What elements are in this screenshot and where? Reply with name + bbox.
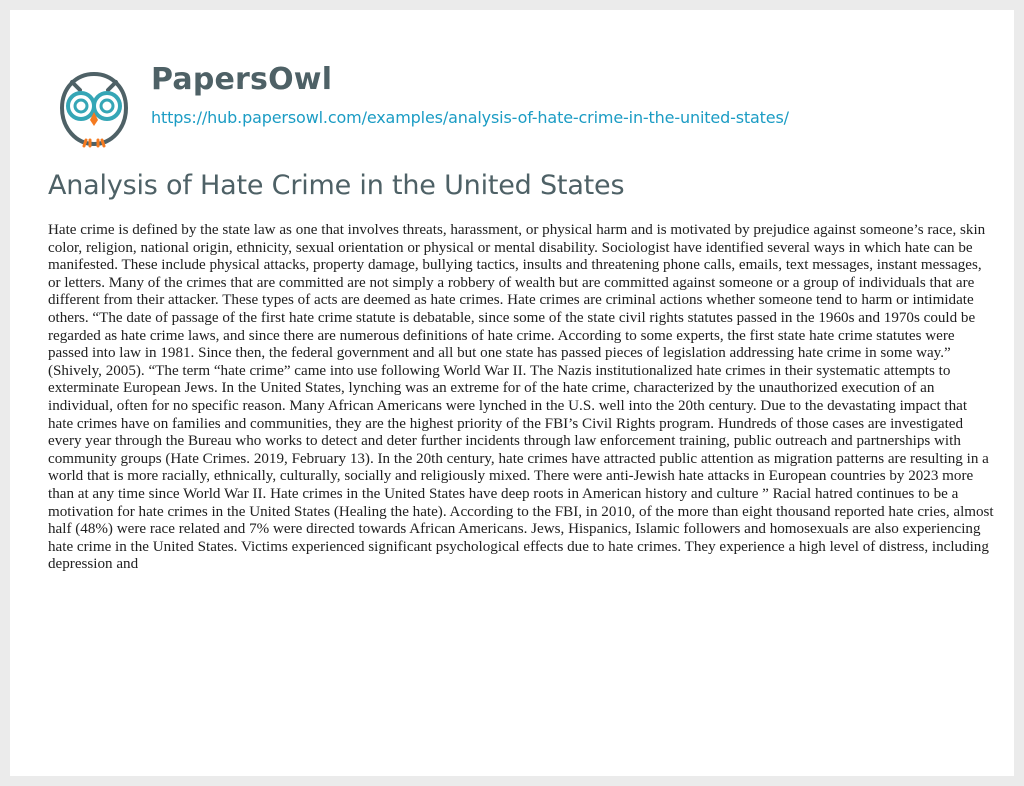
page-title: Analysis of Hate Crime in the United States: [48, 170, 625, 201]
essay-body: Hate crime is defined by the state law as one that involves threats, harassment, or physical harm and is motivated by prejudice against someone’s race, skin color, religion, national origin, ethnicity, sexual orientation or physical or mental disability. Sociologist have identified several ways in which hate can be manifested. These include physical attacks, property damage, bullying tactics, insults and threatening phone calls, emails, text messages, instant messages, or letters. Many of the crimes that are committed are not simply a robbery of wealth but are committed against someone or a group of individuals that are different from their attacker. These types of acts are deemed as hate crimes. Hate crimes are criminal actions whether someone tend to harm or intimidate others. “The date of passage of the first hate crime statute is debatable, since some of the state civil rights statutes passed in the 1960s and 1970s could be regarded as hate crime laws, and since there are numerous definitions of hate crime. According to some experts, the first state hate crime statutes were passed into law in 1981. Since then, the federal government and all but one state has passed pieces of legislation addressing hate crime in some way.” (Shively, 2005). “The term “hate crime” came into use following World War II. The Nazis institutionalized hate crimes in their systematic attempts to exterminate European Jews. In the United States, lynching was an extreme for of the hate crime, characterized by the unauthorized execution of an individual, often for no specific reason. Many African Americans were lynched in the U.S. well into the 20th century. Due to the devastating impact that hate crimes have on families and communities, they are the highest priority of the FBI’s Civil Rights program. Hundreds of those cases are investigated every year through the Bureau who works to detect and deter further incidents through law enforcement training, public outreach and partnerships with community groups (Hate Crimes. 2019, February 13). In the 20th century, hate crimes have attracted public attention as migration patterns are resulting in a world that is more racially, ethnically, culturally, socially and religiously mixed. There were anti-Jewish hate attacks in European countries by 2023 more than at any time since World War II. Hate crimes in the United States have deep roots in American history and culture ” Racial hatred continues to be a motivation for hate crimes in the United States (Healing the hate). According to the FBI, in 2010, of the more than eight thousand reported hate cries, almost half (48%) were race related and 7% were directed towards African Americans. Jews, Hispanics, Islamic followers and homosexuals are also experiencing hate crime in the United States. Victims experienced significant psychological effects due to hate crimes. They experience a high level of distress, including depression and: [48, 222, 994, 573]
owl-logo-icon: [50, 66, 138, 154]
document-page: [10, 10, 1014, 776]
site-header: [10, 10, 1014, 160]
source-url-link[interactable]: https://hub.papersowl.com/examples/analysis-of-hate-crime-in-the-united-states/: [151, 108, 789, 127]
brand-name: PapersOwl: [151, 62, 333, 97]
